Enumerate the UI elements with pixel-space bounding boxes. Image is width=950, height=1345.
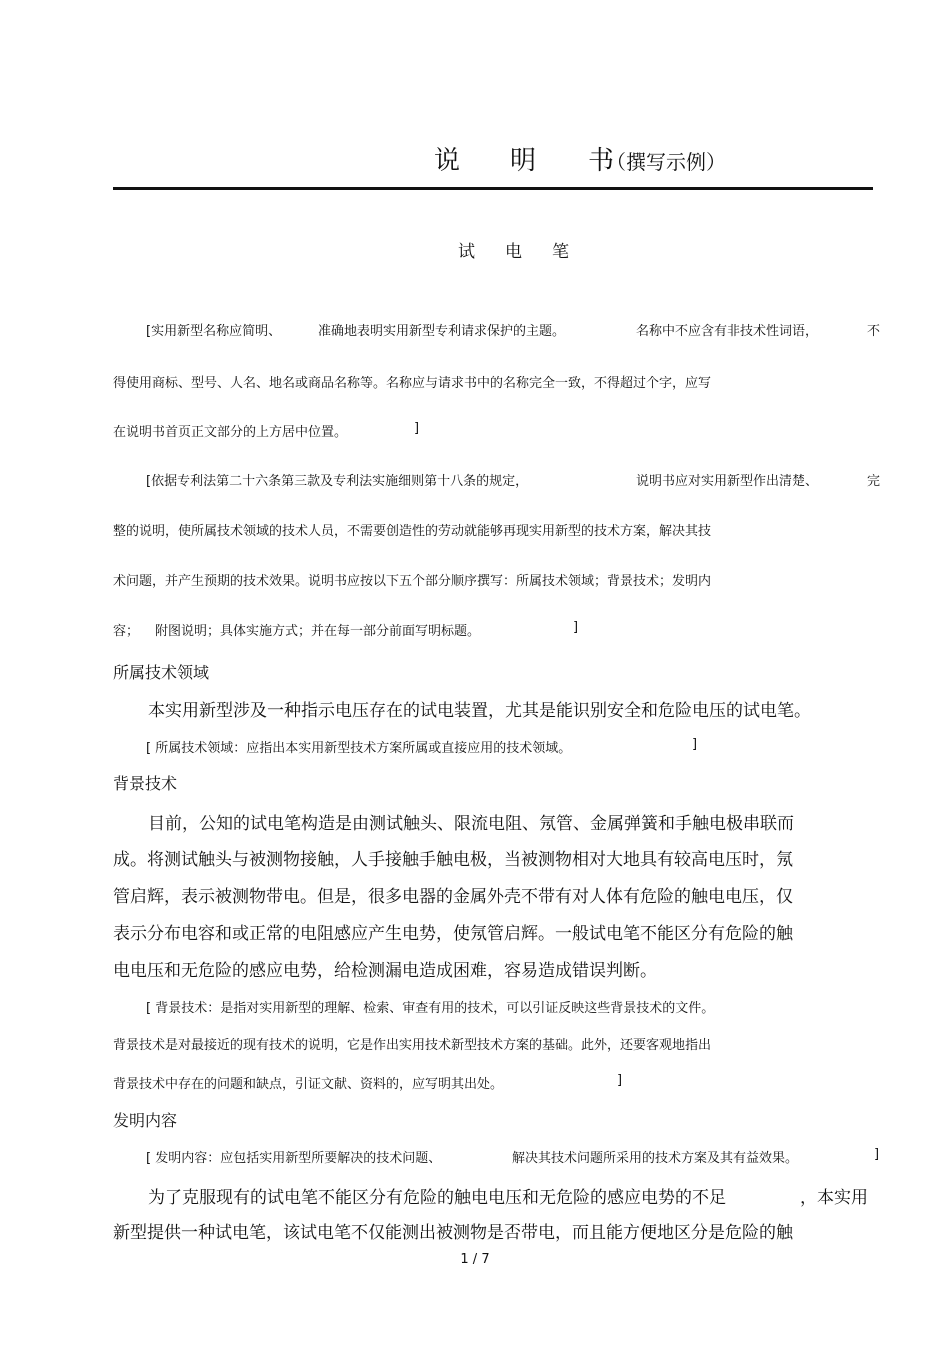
note-spec-rule-1b: 说明书应对实用新型作出清楚、 xyxy=(636,474,819,489)
document-subtitle: （撰写示例） xyxy=(606,150,726,174)
title-char: 明 xyxy=(510,146,537,176)
note-name-rule-3a: 在说明书首页正文部分的上方居中位置。 xyxy=(113,425,348,440)
title-char: 书 xyxy=(588,146,615,176)
title-rule xyxy=(113,187,873,190)
utility-name xyxy=(458,237,599,262)
name-char: 试 xyxy=(458,242,475,262)
note-name-rule-2: 得使用商标、型号、人名、地名或商品名称等。名称应与请求书中的名称完全一致，不得超过个字，应写 xyxy=(113,376,712,391)
background-body-line: 表示分布电容和或正常的电阻感应产生电势，使氖管启辉。一般试电笔不能区分有危险的触 xyxy=(113,924,793,944)
document-title xyxy=(434,140,614,177)
content-body-line-2: 新型提供一种试电笔，该试电笔不仅能测出被测物是否带电，而且能方便地区分是危险的触 xyxy=(113,1223,793,1243)
background-body-line: 管启辉，表示被测物带电。但是，很多电器的金属外壳不带有对人体有危险的触电电压，仅 xyxy=(113,887,793,907)
note-spec-rule-2: 整的说明，使所属技术领域的技术人员，不需要创造性的劳动就能够再现实用新型的技术方案，解决其技 xyxy=(113,524,712,539)
note-background-1: [ 背景技术：是指对实用新型的理解、检索、审查有用的技术，可以引证反映这些背景技术的文件。 xyxy=(146,1001,715,1016)
page-number: 1 / 7 xyxy=(460,1252,490,1267)
note-spec-rule-4a: 容； xyxy=(113,624,140,639)
note-spec-rule-4b: 附图说明；具体实施方式；并在每一部分前面写明标题。 xyxy=(155,624,481,639)
field-body: 本实用新型涉及一种指示电压存在的试电装置，尤其是能识别安全和危险电压的试电笔。 xyxy=(148,701,811,721)
content-body-line-1b: ，本实用 xyxy=(800,1188,868,1208)
note-name-rule-1b: 准确地表明实用新型专利请求保护的主题。 xyxy=(318,324,566,339)
background-body-line: 成。将测试触头与被测物接触，人手接触手触电极，当被测物相对大地具有较高电压时，氖 xyxy=(113,850,793,870)
note-name-rule-3b: ] xyxy=(414,421,420,436)
heading-technical-field: 所属技术领域 xyxy=(113,663,210,682)
note-spec-rule-1c: 完 xyxy=(867,474,881,489)
title-char: 说 xyxy=(434,146,461,176)
background-body-line: 电电压和无危险的感应电势，给检测漏电造成困难，容易造成错误判断。 xyxy=(113,961,657,981)
background-body-line: 目前，公知的试电笔构造是由测试触头、限流电阻、氖管、金属弹簧和手触电极串联而 xyxy=(148,814,794,834)
note-spec-rule-3: 术问题，并产生预期的技术效果。说明书应按以下五个部分顺序撰写：所属技术领域；背景技术；发明内 xyxy=(113,574,712,589)
note-background-3a: 背景技术中存在的问题和缺点，引证文献、资料的，应写明其出处。 xyxy=(113,1077,504,1092)
name-char: 电 xyxy=(505,242,522,262)
note-content-b: 解决其技术问题所采用的技术方案及其有益效果。 xyxy=(512,1151,799,1166)
heading-background: 背景技术 xyxy=(113,774,178,793)
note-background-2: 背景技术是对最接近的现有技术的说明，它是作出实用技术新型技术方案的基础。此外，还要客观地指出 xyxy=(113,1038,712,1053)
name-char: 笔 xyxy=(552,242,569,262)
note-content-a: [ 发明内容：应包括实用新型所要解决的技术问题、 xyxy=(146,1151,442,1166)
note-field-close: ] xyxy=(692,737,698,752)
note-field: [ 所属技术领域：应指出本实用新型技术方案所属或直接应用的技术领域。 xyxy=(146,741,572,756)
note-spec-rule-1a: [依据专利法第二十六条第三款及专利法实施细则第十八条的规定， xyxy=(146,474,529,489)
note-background-3b: ] xyxy=(617,1073,623,1088)
note-spec-rule-4c: ] xyxy=(573,620,579,635)
note-content-close: ] xyxy=(874,1147,880,1162)
note-name-rule-1c: 名称中不应含有非技术性词语， xyxy=(636,324,819,339)
heading-invention-content: 发明内容 xyxy=(113,1111,178,1130)
note-name-rule-1a: [实用新型名称应简明、 xyxy=(146,324,282,339)
content-body-line-1a: 为了克服现有的试电笔不能区分有危险的触电电压和无危险的感应电势的不足 xyxy=(148,1188,726,1208)
note-name-rule-1d: 不 xyxy=(867,324,881,339)
